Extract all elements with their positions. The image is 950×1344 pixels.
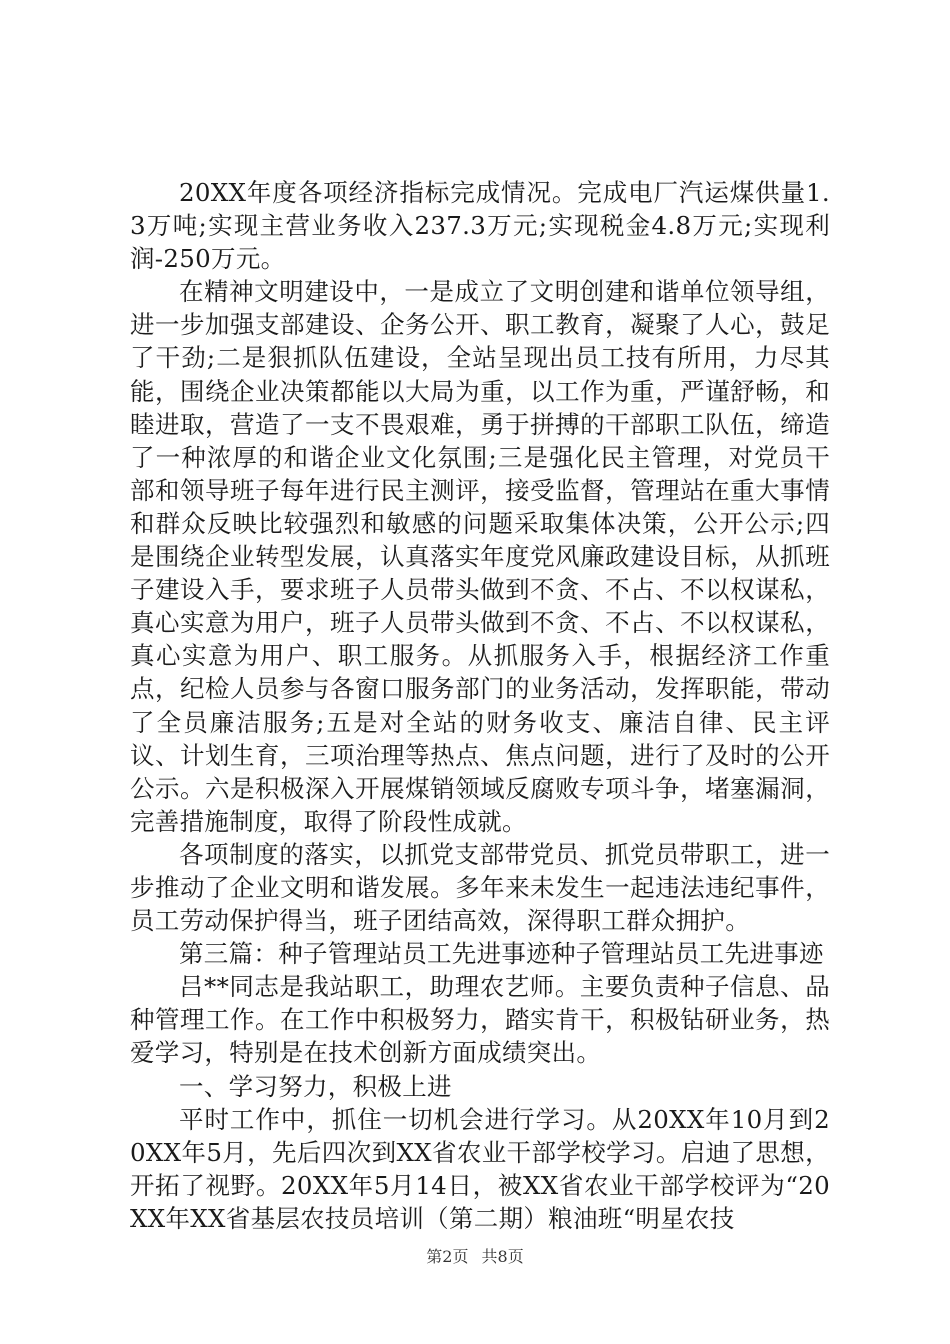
document-body bbox=[130, 176, 830, 1235]
subheading-study-hard: 一、学习努力，积极上进 bbox=[179, 1071, 452, 1101]
paragraph-staff-introduction: 吕**同志是我站职工，助理农艺师。主要负责种子信息、品种管理工作。在工作中积极努力，踏实肯干，积极钻研业务，热爱学习，特别是在技术创新方面成绩突出。 bbox=[130, 972, 830, 1068]
paragraph-economic-indicators: 20XX年度各项经济指标完成情况。完成电厂汽运煤供量1.3万吨;实现主营业务收入237.3万元;实现税金4.8万元;实现利润-250万元。 bbox=[130, 178, 830, 274]
paragraph-system-implementation: 各项制度的落实，以抓党支部带党员、抓党员带职工，进一步推动了企业文明和谐发展。多年来未发生一起违法违纪事件，员工劳动保护得当，班子团结高效，深得职工群众拥护。 bbox=[130, 839, 830, 936]
page-total: 共8页 bbox=[481, 1247, 524, 1266]
page-number: 第2页 bbox=[426, 1247, 469, 1266]
paragraph-study-details: 平时工作中，抓住一切机会进行学习。从20XX年10月到20XX年5月，先后四次到XX省农业干部学校学习。启迪了思想，开拓了视野。20XX年5月14日，被XX省农业干部学校评为“20XX年XX省基层农技员培训（第二期）粮油班“明星农技 bbox=[130, 1104, 830, 1233]
page-footer bbox=[0, 1244, 950, 1267]
section-heading-part-three: 第三篇：种子管理站员工先进事迹种子管理站员工先进事迹 bbox=[179, 939, 824, 969]
paragraph-spiritual-civilization: 在精神文明建设中，一是成立了文明创建和谐单位领导组，进一步加强支部建设、企务公开、职工教育，凝聚了人心，鼓足了干劲;二是狠抓队伍建设，全站呈现出员工技有所用，力尽其能，围绕企业决策都能以大局为重，以工作为重，严谨舒畅，和睦进取，营造了一支不畏艰难，勇于拼搏的干部职工队伍，缔造了一种浓厚的和谐企业文化氛围;三是强化民主管理，对党员干部和领导班子每年进行民主测评，接受监督，管理站在重大事情和群众反映比较强烈和敏感的问题采取集体决策，公开公示;四是围绕企业转型发展，认真落实年度党风廉政建设目标，从抓班子建设入手，要求班子人员带头做到不贪、不占、不以权谋私，真心实意为用户，班子人员带头做到不贪、不占、不以权谋私，真心实意为用户、职工服务。从抓服务入手，根据经济工作重点，纪检人员参与各窗口服务部门的业务活动，发挥职能，带动了全员廉洁服务;五是对全站的财务收支、廉洁自律、民主评议、计划生育，三项治理等热点、焦点问题，进行了及时的公开公示。六是积极深入开展煤销领域反腐败专项斗争，堵塞漏洞，完善措施制度，取得了阶段性成就。 bbox=[130, 277, 830, 836]
